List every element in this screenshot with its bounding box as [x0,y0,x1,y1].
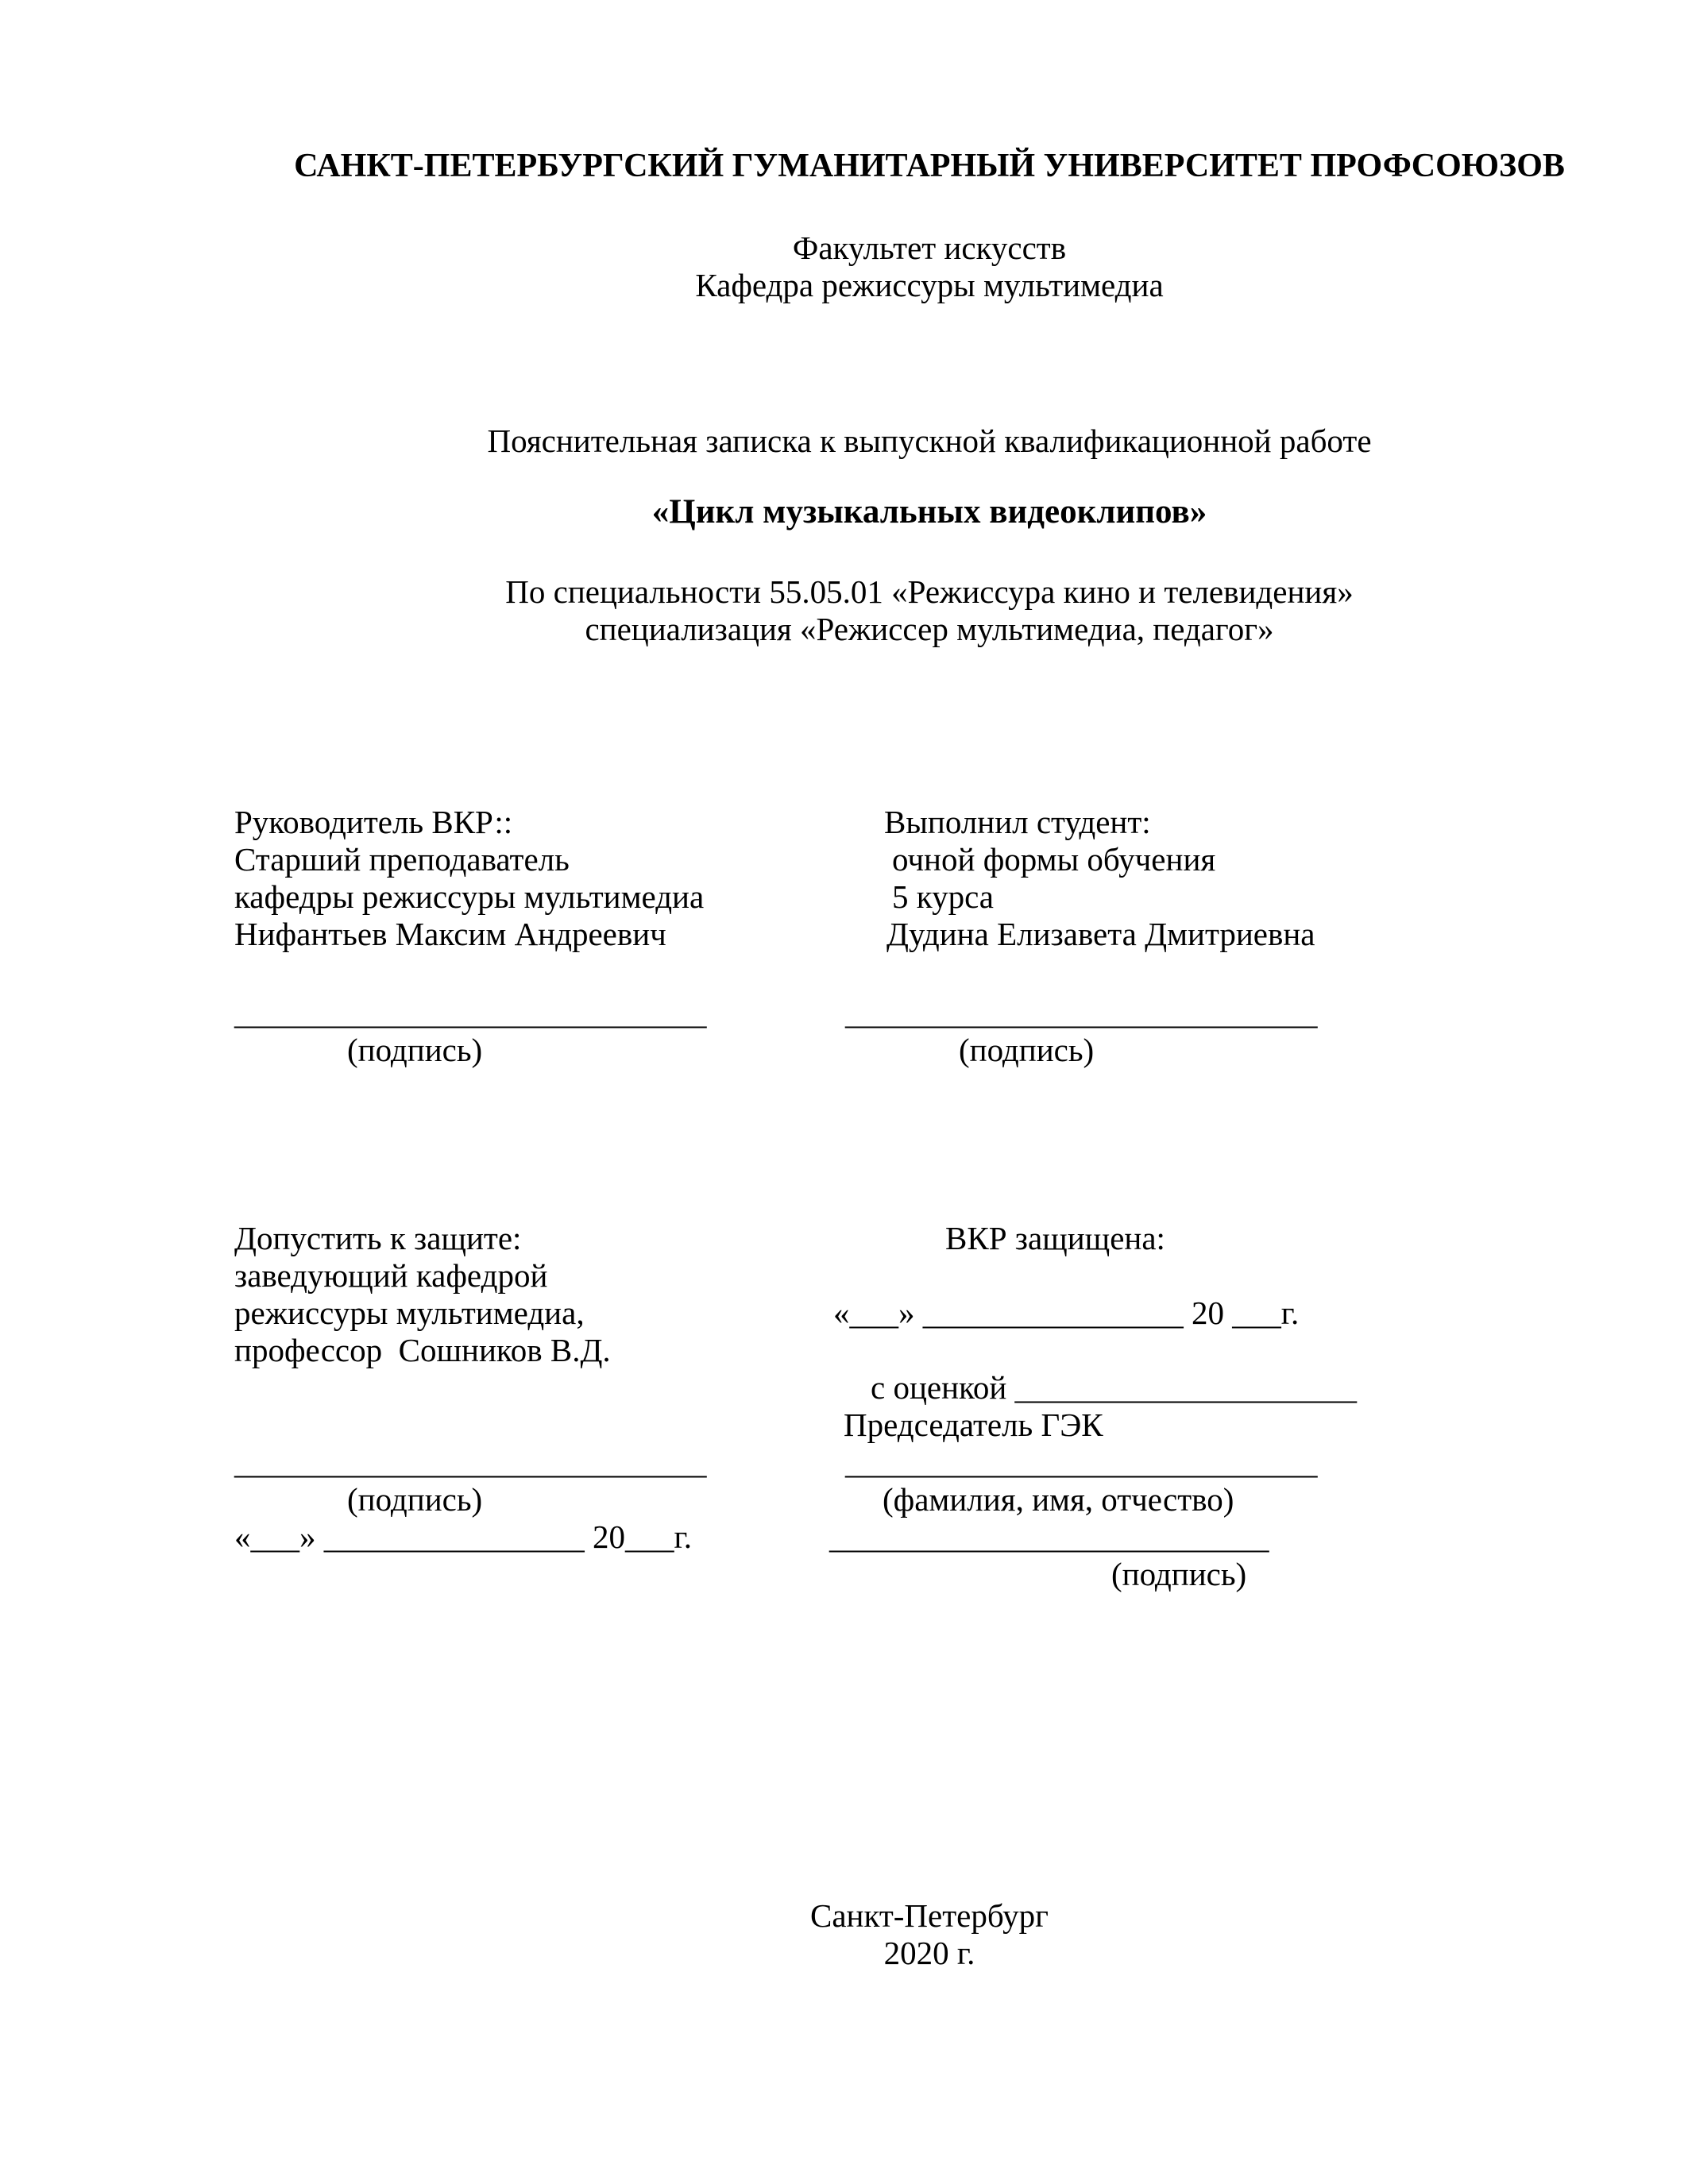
defense-signature-label: (подпись) [1111,1556,1247,1592]
admission-signature-label: (подпись) [347,1481,483,1518]
work-title: «Цикл музыкальных видеоклипов» [651,493,1207,531]
department-name: Кафедра режиссуры мультимедиа [695,267,1164,303]
city-line: Санкт-Петербург [810,1897,1049,1934]
defense-date-line: «___» ________________ 20 ___г. [833,1295,1300,1331]
admission-title: Допустить к защите: [234,1220,522,1256]
defense-chairman-label: Председатель ГЭК [844,1406,1103,1443]
supervisor-role-label: Руководитель ВКР:: [234,804,513,840]
university-name: САНКТ-ПЕТЕРБУРГСКИЙ ГУМАНИТАРНЫЙ УНИВЕРСИТЕТ ПРОФСОЮЗОВ [294,148,1565,184]
supervisor-name: Нифантьев Максим Андреевич [234,916,666,952]
student-signature-label: (подпись) [959,1032,1095,1068]
supervisor-position-line-2: кафедры режиссуры мультимедиа [234,878,705,915]
student-label: Выполнил студент: [884,804,1151,840]
defense-grade-line: с оценкой _____________________ [871,1369,1358,1406]
year-line: 2020 г. [883,1935,975,1971]
student-course-line: 5 курса [892,878,994,915]
admission-position-line-1: заведующий кафедрой [234,1257,548,1294]
supervisor-signature-label: (подпись) [347,1032,483,1068]
admission-date-line: «___» ________________ 20___г. [234,1518,692,1555]
student-form-line: очной формы обучения [892,841,1216,878]
defense-signature-line: ___________________________ [829,1518,1269,1555]
student-signature-line: _____________________________ [845,994,1318,1031]
admission-signature-line: _____________________________ [234,1444,707,1480]
defense-title: ВКР защищена: [945,1220,1165,1256]
specialty-line: По специальности 55.05.01 «Режиссура кино и телевидения» [505,573,1354,610]
note-type: Пояснительная записка к выпускной квалификационной работе [487,423,1372,459]
supervisor-signature-line: _____________________________ [234,994,707,1031]
admission-position-line-2: режиссуры мультимедиа, [234,1295,585,1331]
admission-head-name: профессор Сошников В.Д. [234,1332,611,1368]
defense-chairman-name-label: (фамилия, имя, отчество) [883,1481,1234,1518]
defense-chairman-name-line: _____________________________ [845,1444,1318,1480]
supervisor-position-line-1: Старший преподаватель [234,841,570,878]
specialization-line: специализация «Режиссер мультимедиа, педагог» [585,611,1274,647]
faculty-name: Факультет искусств [792,230,1067,266]
student-name: Дудина Елизавета Дмитриевна [886,916,1315,952]
